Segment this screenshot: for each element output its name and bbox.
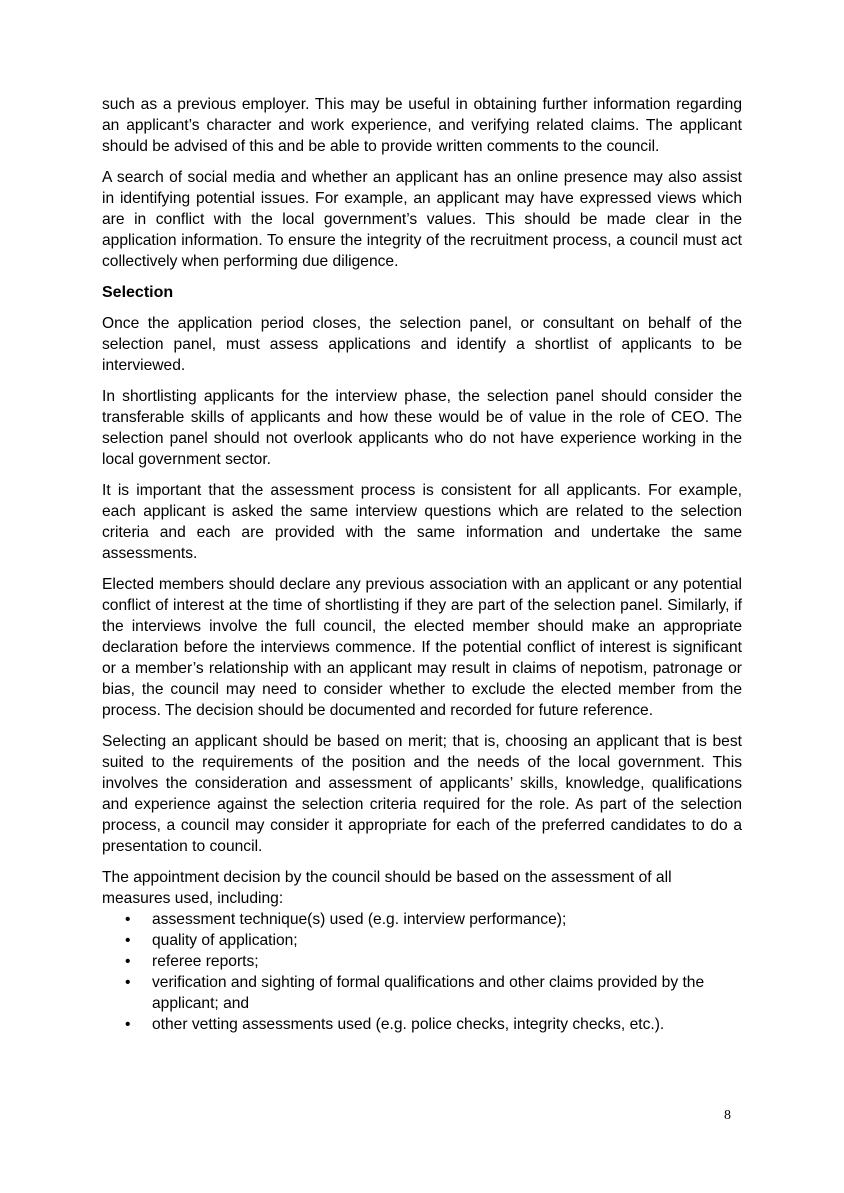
document-body xyxy=(102,94,742,1035)
paragraph-social-media: A search of social media and whether an applicant has an online presence may also assist in identifying potential issues. For example, an applicant may have expressed views which are in conflict with the local government’s values. This should be made clear in the application information. To ensure the integrity of the recruitment process, a council must act collectively when performing due diligence. xyxy=(102,169,742,270)
list-item-text: verification and sighting of formal qualifications and other claims provided by the applicant; and xyxy=(152,974,705,1012)
bullet-icon: • xyxy=(125,953,131,970)
list-item xyxy=(102,1014,742,1035)
list-item xyxy=(102,951,742,972)
list-item xyxy=(102,909,742,930)
measures-list xyxy=(102,909,742,1035)
bullet-icon: • xyxy=(125,911,131,928)
list-item-text: quality of application; xyxy=(152,932,298,949)
paragraph-shortlist: Once the application period closes, the selection panel, or consultant on behalf of the selection panel, must assess applications and identify a shortlist of applicants to be interviewed. xyxy=(102,315,742,374)
paragraph-previous-employer: such as a previous employer. This may be useful in obtaining further information regarding an applicant’s character and work experience, and verifying related claims. The applicant should be advised of this and be able to provide written comments to the council. xyxy=(102,96,742,155)
section-heading-selection: Selection xyxy=(102,284,174,301)
bullet-icon: • xyxy=(125,932,131,949)
list-item xyxy=(102,972,742,1014)
list-item-text: assessment technique(s) used (e.g. interview performance); xyxy=(152,911,567,928)
list-item-text: referee reports; xyxy=(152,953,259,970)
paragraph-list-intro: The appointment decision by the council should be based on the assessment of all measures used, including: xyxy=(102,869,672,907)
bullet-icon: • xyxy=(125,974,131,991)
page-number: 8 xyxy=(724,1108,731,1123)
paragraph-consistent-assessment: It is important that the assessment process is consistent for all applicants. For example, each applicant is asked the same interview questions which are related to the selection criteria and each are provided with the same information and undertake the same assessments. xyxy=(102,482,742,562)
list-item-text: other vetting assessments used (e.g. police checks, integrity checks, etc.). xyxy=(152,1016,665,1033)
paragraph-transferable-skills: In shortlisting applicants for the interview phase, the selection panel should consider the transferable skills of applicants and how these would be of value in the role of CEO. The selection panel should not overlook applicants who do not have experience working in the local government sector. xyxy=(102,388,742,468)
paragraph-conflict-of-interest: Elected members should declare any previous association with an applicant or any potential conflict of interest at the time of shortlisting if they are part of the selection panel. Similarly, if the interviews involve the full council, the elected member should make an appropriate declaration before the interviews commence. If the potential conflict of interest is significant or a member’s relationship with an applicant may result in claims of nepotism, patronage or bias, the council may need to consider whether to exclude the elected member from the process. The decision should be documented and recorded for future reference. xyxy=(102,576,742,719)
bullet-icon: • xyxy=(125,1016,131,1033)
paragraph-merit: Selecting an applicant should be based on merit; that is, choosing an applicant that is best suited to the requirements of the position and the needs of the local government. This involves the consideration and assessment of applicants’ skills, knowledge, qualifications and experience against the selection criteria required for the role. As part of the selection process, a council may consider it appropriate for each of the preferred candidates to do a presentation to council. xyxy=(102,733,742,855)
list-item xyxy=(102,930,742,951)
